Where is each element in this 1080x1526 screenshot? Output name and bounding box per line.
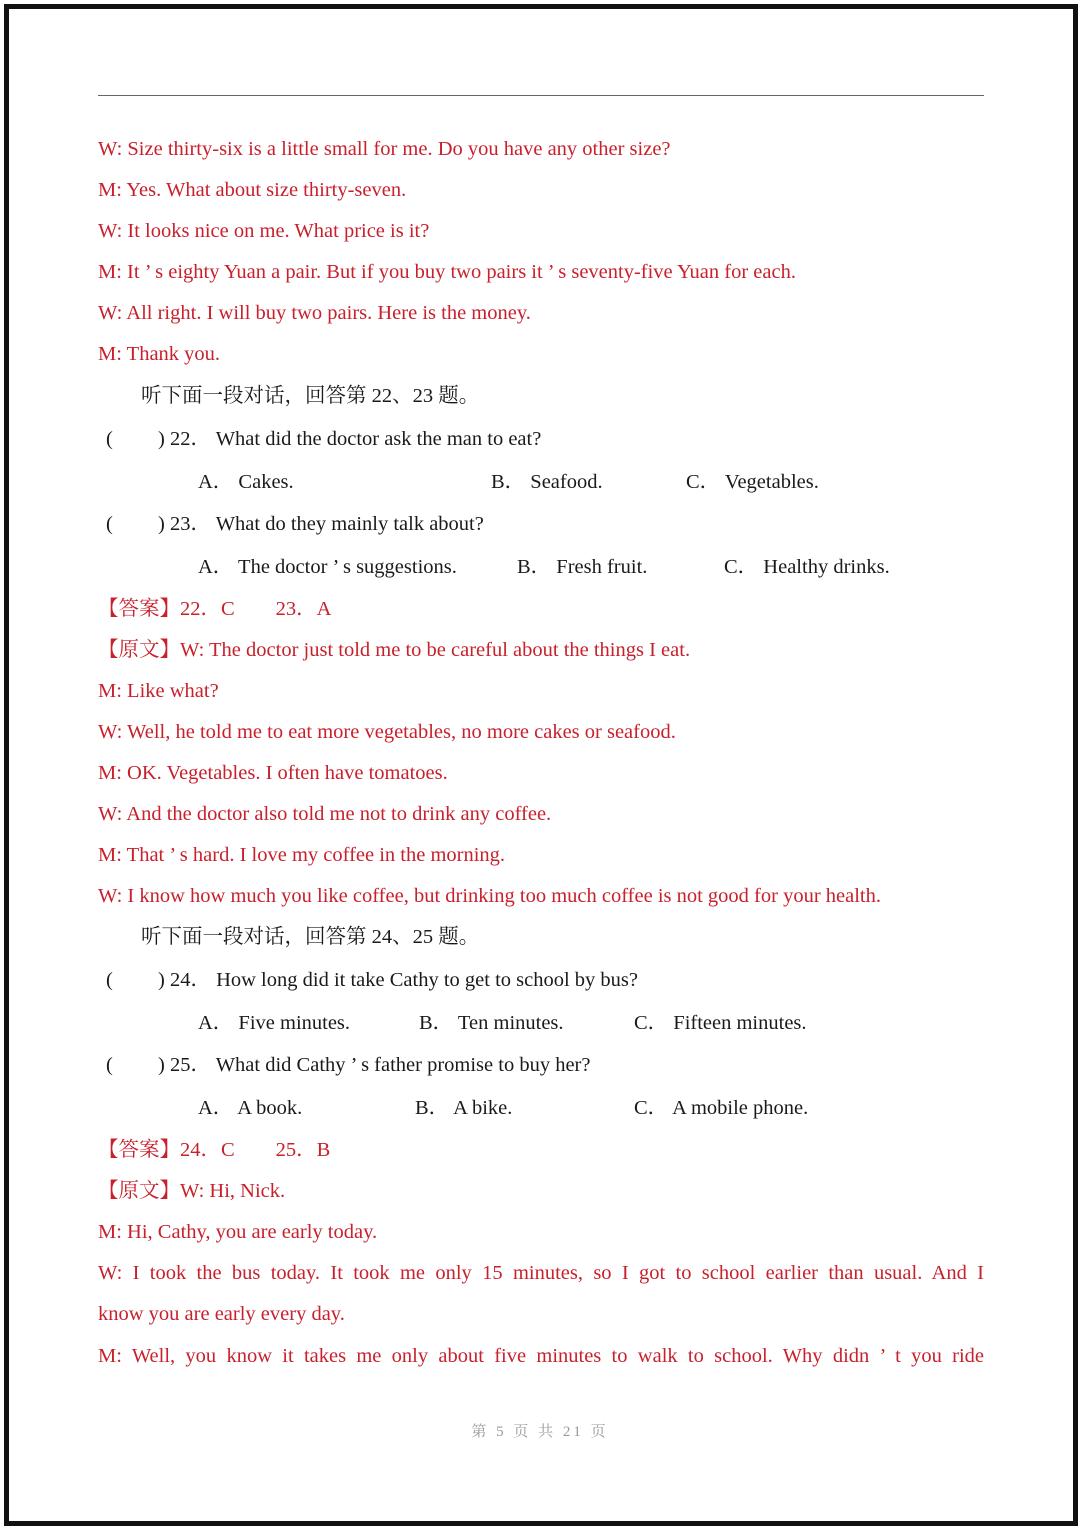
answer-blank: ( [106,513,113,535]
option-b: B． A bike. [415,1097,513,1119]
question-text: ) 22． What did the doctor ask the man to eat? [158,428,542,450]
transcript-line: know you are early every day. [98,1303,345,1325]
option-b: B． Fresh fruit. [517,556,648,578]
dialogue-line: W: It looks nice on me. What price is it? [98,220,430,242]
option-c: C． A mobile phone. [634,1097,809,1119]
dialogue-line: M: Yes. What about size thirty-seven. [98,179,407,201]
header-rule [98,95,984,96]
option-c: C． Vegetables. [686,471,819,493]
section-instruction: 听下面一段对话，回答第 22、23 题。 [141,385,480,407]
option-a: A． The doctor ’ s suggestions. [198,556,457,578]
dialogue-line: M: It ’ s eighty Yuan a pair. But if you buy two pairs it ’ s seventy-five Yuan for each. [98,261,796,283]
page-number: 第 5 页 共 21 页 [471,1424,609,1440]
transcript-line: 【原文】W: The doctor just told me to be careful about the things I eat. [98,639,691,661]
answer-blank: ( [106,969,113,991]
option-b: B． Seafood. [491,471,603,493]
transcript-line: 【原文】W: Hi, Nick. [98,1180,286,1202]
transcript-line: M: OK. Vegetables. I often have tomatoes. [98,762,448,784]
question-text: ) 24． How long did it take Cathy to get to school by bus? [158,969,638,991]
transcript-line: M: That ’ s hard. I love my coffee in the morning. [98,844,506,866]
option-b: B． Ten minutes. [419,1012,564,1034]
transcript-line: W: And the doctor also told me not to drink any coffee. [98,803,552,825]
transcript-line: M: Well, you know it takes me only about five minutes to walk to school. Why didn ’ t you ride [98,1345,984,1367]
answer-key: 【答案】22．C 23．A [98,598,332,620]
option-a: A． A book. [198,1097,303,1119]
option-c: C． Healthy drinks. [724,556,890,578]
transcript-line: W: I know how much you like coffee, but drinking too much coffee is not good for your health. [98,885,882,907]
dialogue-line: W: All right. I will buy two pairs. Here is the money. [98,302,531,324]
dialogue-line: W: Size thirty-six is a little small for me. Do you have any other size? [98,138,671,160]
option-a: A． Cakes. [198,471,294,493]
transcript-line: M: Like what? [98,680,219,702]
answer-blank: ( [106,428,113,450]
option-c: C． Fifteen minutes. [634,1012,807,1034]
question-text: ) 25． What did Cathy ’ s father promise to buy her? [158,1054,591,1076]
transcript-line: W: I took the bus today. It took me only 15 minutes, so I got to school earlier than usual. And I [98,1262,984,1284]
option-a: A． Five minutes. [198,1012,351,1034]
transcript-line: M: Hi, Cathy, you are early today. [98,1221,378,1243]
answer-key: 【答案】24．C 25．B [98,1139,331,1161]
section-instruction: 听下面一段对话，回答第 24、25 题。 [141,926,480,948]
answer-blank: ( [106,1054,113,1076]
dialogue-line: M: Thank you. [98,343,221,365]
question-text: ) 23． What do they mainly talk about? [158,513,484,535]
transcript-line: W: Well, he told me to eat more vegetables, no more cakes or seafood. [98,721,676,743]
